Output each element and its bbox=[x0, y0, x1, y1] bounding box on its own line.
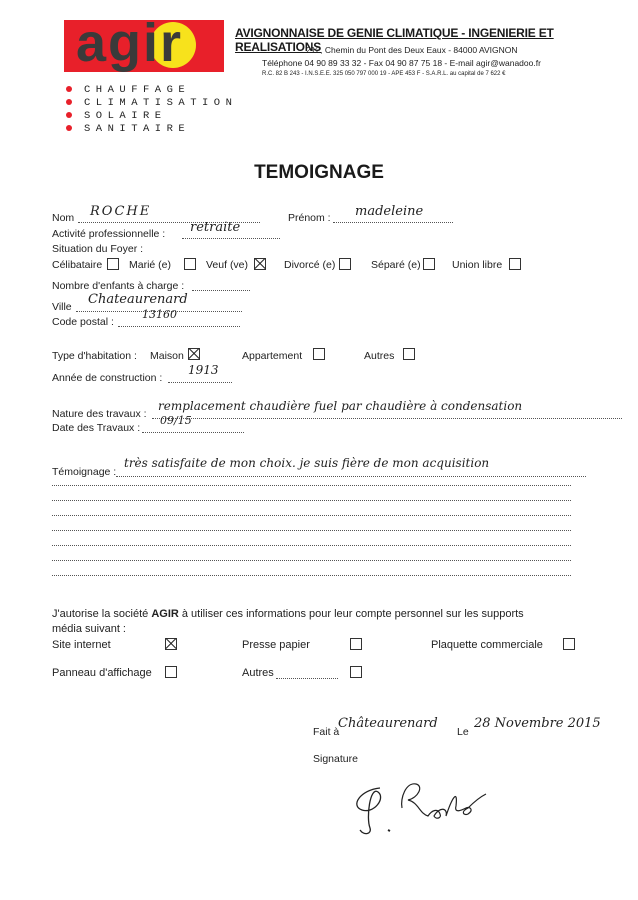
support-panneau-label: Panneau d'affichage bbox=[52, 667, 152, 679]
signature-label: Signature bbox=[313, 753, 358, 765]
situation-union-checkbox[interactable] bbox=[509, 258, 521, 270]
autorisation-text-line2: média suivant : bbox=[52, 623, 126, 635]
situation-marie-label: Marié (e) bbox=[129, 259, 172, 271]
temoignage-line-4[interactable] bbox=[52, 515, 571, 516]
nom-value: ROCHE bbox=[90, 204, 152, 219]
support-plaquette-label: Plaquette commerciale bbox=[431, 639, 543, 651]
prenom-value: madeleine bbox=[355, 204, 424, 219]
ville-value: Chateaurenard bbox=[88, 292, 188, 307]
ville-label: Ville bbox=[52, 301, 72, 313]
fait-label: Fait à bbox=[313, 726, 340, 738]
temoignage-line-5[interactable] bbox=[52, 530, 571, 531]
nature-label: Nature des travaux : bbox=[52, 408, 147, 420]
support-site-label: Site internet bbox=[52, 639, 111, 651]
habitation-maison-label: Maison bbox=[150, 350, 184, 362]
enfants-label: Nombre d'enfants à charge : bbox=[52, 280, 185, 292]
activite-label: Activité professionnelle : bbox=[52, 228, 166, 240]
temoignage-line-3[interactable] bbox=[52, 500, 571, 501]
date-travaux-value: 09/15 bbox=[160, 414, 192, 427]
support-site-checkbox[interactable] bbox=[165, 638, 177, 650]
situation-union-label: Union libre bbox=[452, 259, 503, 271]
situation-marie-checkbox[interactable] bbox=[184, 258, 196, 270]
date-travaux-field[interactable] bbox=[142, 423, 244, 433]
temoignage-line-8[interactable] bbox=[52, 575, 571, 576]
service-solaire: SOLAIRE bbox=[66, 110, 167, 122]
habitation-appartement-label: Appartement bbox=[242, 350, 303, 362]
service-climatisation: CLIMATISATION bbox=[66, 97, 237, 109]
autorisation-text: J'autorise la société AGIR à utiliser ces informations pour leur compte personnel sur les supports bbox=[52, 608, 524, 620]
situation-label: Situation du Foyer : bbox=[52, 243, 144, 255]
situation-celibataire-checkbox[interactable] bbox=[107, 258, 119, 270]
support-autres-label: Autres bbox=[242, 667, 274, 679]
company-registration: R.C. 82 B 243 - I.N.S.E.E. 325 050 797 000 19 - APE 453 F - S.A.R.L. au capital de 7 622 € bbox=[262, 71, 506, 77]
nom-label: Nom bbox=[52, 212, 75, 224]
prenom-label: Prénom : bbox=[288, 212, 331, 224]
temoignage-line-6[interactable] bbox=[52, 545, 571, 546]
situation-veuf-checkbox[interactable] bbox=[254, 258, 266, 270]
annee-label: Année de construction : bbox=[52, 372, 163, 384]
situation-divorce-checkbox[interactable] bbox=[339, 258, 351, 270]
logo-text: agir bbox=[76, 13, 184, 73]
situation-celibataire-label: Célibataire bbox=[52, 259, 103, 271]
habitation-type-label: Type d'habitation : bbox=[52, 350, 137, 362]
temoignage-line-2[interactable] bbox=[52, 485, 571, 486]
situation-separe-label: Séparé (e) bbox=[371, 259, 421, 271]
date-travaux-label: Date des Travaux : bbox=[52, 422, 141, 434]
support-autres-checkbox[interactable] bbox=[350, 666, 362, 678]
support-plaquette-checkbox[interactable] bbox=[563, 638, 575, 650]
activite-value: retraite bbox=[190, 220, 241, 235]
date-le-label: Le bbox=[457, 726, 469, 738]
service-chauffage: CHAUFFAGE bbox=[66, 84, 190, 96]
page-title: TEMOIGNAGE bbox=[254, 162, 384, 183]
company-address: 212, Chemin du Pont des Deux Eaux - 84000 AVIGNON bbox=[306, 45, 518, 55]
enfants-field[interactable] bbox=[192, 281, 250, 291]
habitation-appartement-checkbox[interactable] bbox=[313, 348, 325, 360]
fait-lieu-value: Châteaurenard bbox=[338, 716, 438, 731]
habitation-autres-label: Autres bbox=[364, 350, 395, 362]
signature-image bbox=[340, 768, 490, 848]
company-contact: Téléphone 04 90 89 33 32 - Fax 04 90 87 75 18 - E-mail agir@wanadoo.fr bbox=[262, 58, 541, 68]
temoignage-line-7[interactable] bbox=[52, 560, 571, 561]
temoignage-label: Témoignage : bbox=[52, 466, 117, 478]
habitation-maison-checkbox[interactable] bbox=[188, 348, 200, 360]
support-panneau-checkbox[interactable] bbox=[165, 666, 177, 678]
annee-value: 1913 bbox=[188, 363, 219, 377]
nature-value: remplacement chaudière fuel par chaudière à condensation bbox=[158, 399, 523, 413]
temoignage-value: très satisfaite de mon choix. je suis fière de mon acquisition bbox=[124, 456, 490, 470]
support-presse-label: Presse papier bbox=[242, 639, 310, 651]
company-name: AVIGNONNAISE DE GENIE CLIMATIQUE - INGENIERIE ET REALISATIONS bbox=[235, 26, 554, 54]
date-signature-value: 28 Novembre 2015 bbox=[474, 716, 601, 731]
situation-veuf-label: Veuf (ve) bbox=[206, 259, 249, 271]
support-autres-field[interactable] bbox=[276, 669, 338, 679]
situation-divorce-label: Divorcé (e) bbox=[284, 259, 336, 271]
cp-label: Code postal : bbox=[52, 316, 114, 328]
cp-value: 13160 bbox=[142, 308, 177, 321]
situation-separe-checkbox[interactable] bbox=[423, 258, 435, 270]
support-presse-checkbox[interactable] bbox=[350, 638, 362, 650]
habitation-autres-checkbox[interactable] bbox=[403, 348, 415, 360]
service-sanitaire: SANITAIRE bbox=[66, 123, 190, 135]
cp-field[interactable] bbox=[118, 317, 240, 327]
